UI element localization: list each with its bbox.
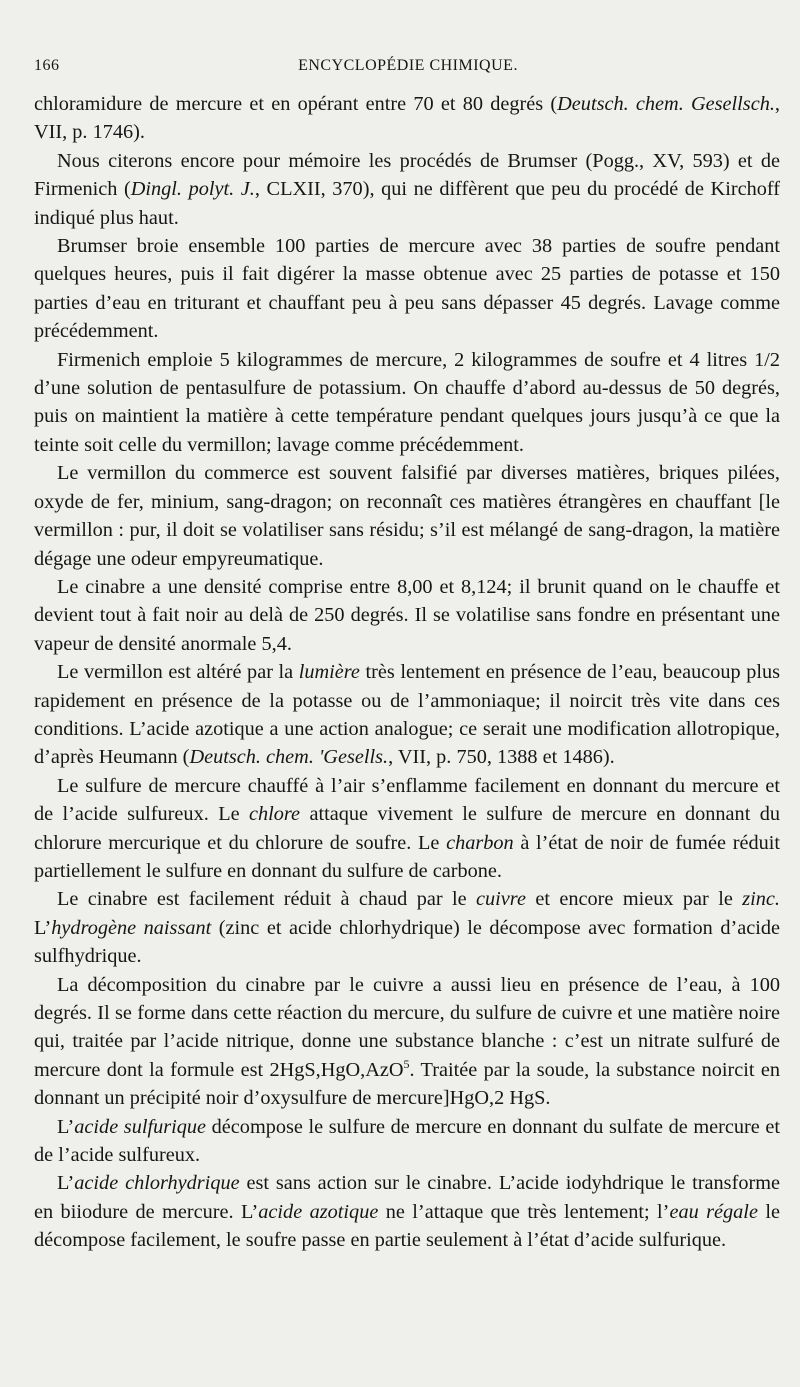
body-text — [34, 90, 780, 1255]
italic-term: acide sulfurique — [74, 1115, 207, 1138]
text-run: ne l’attaque que très lentement; l’ — [378, 1200, 670, 1223]
paragraph — [34, 147, 780, 232]
italic-term: eau régale — [669, 1200, 758, 1223]
paragraph — [34, 885, 780, 970]
italic-term: cuivre — [476, 888, 526, 911]
italic-term: chlore — [249, 803, 301, 826]
text-run: attaque vivement le sulfure de mercure en donnant du chlorure mercurique et du chlorure de soufre. Le — [34, 803, 781, 854]
text-run: Le vermillon du commerce est souvent falsifié par diverses matières, briques pilées, oxyde de fer, minium, sang-dragon; on reconnaît ces matières étrangères en chauffant [le vermillon : pur, il doit se volatiliser sans résidu; s’il est mélangé de sang-dragon, la matière dégage une odeur empyreumatique. — [34, 462, 780, 570]
italic-term: Deutsch. chem. 'Gesells. — [189, 746, 389, 769]
text-run: décompose le sulfure de mercure en donnant du sulfate de mercure et de l’acide sulfureux. — [34, 1115, 781, 1167]
text-run: chloramidure de mercure et en opérant entre 70 et 80 degrés ( — [34, 93, 558, 115]
text-run: Brumser broie ensemble 100 parties de mercure avec 38 parties de soufre pendant quelques heures, puis il fait digérer la masse obtenue avec 25 parties de potasse et 150 parties d’eau en triturant et chauffant peu à peu sans dépasser 45 degrés. Lavage comme précédemment. — [34, 235, 780, 343]
text-run: La décomposition du cinabre par le cuivre a aussi lieu en présence de l’eau, à 100 degrés. Il se forme dans cette réaction du mercure, du sulfure de cuivre et une matière noire qui, traitée par l’acide nitrique, donne une substance blanche : c’est un nitrate sulfuré de mercure dont la formule est 2HgS,HgO,AzO — [34, 973, 780, 1081]
text-run: , CLXII, 370), qui ne diffèrent que peu du procédé de Kirchoff indiqué plus haut. — [34, 178, 781, 229]
text-run: Le cinabre est facilement réduit à chaud par le — [57, 888, 477, 911]
paragraph — [34, 772, 780, 886]
page-number: 166 — [34, 57, 60, 74]
superscript: 5 — [403, 1057, 410, 1072]
italic-term: Deutsch. chem. Gesellsch. — [557, 93, 775, 115]
text-run: très lentement en présence de l’eau, beaucoup plus rapidement en présence de la potasse ou de l’ammoniaque; il noircit très vite dans ces conditions. L’acide azotique a une action analogue; ce serait une modification allotropique, d’après Heumann ( — [34, 661, 781, 769]
paragraph — [34, 459, 780, 573]
italic-term: hydrogène naissant — [51, 916, 212, 939]
italic-term: acide chlorhydrique — [74, 1172, 240, 1195]
text-run: est sans action sur le cinabre. L’acide iodyhdrique le transforme en biiodure de mercure. L’ — [34, 1172, 780, 1223]
italic-term: charbon — [446, 831, 514, 854]
italic-term: zinc. — [742, 888, 780, 911]
text-run: et encore mieux par le — [525, 888, 743, 911]
text-run: (zinc et acide chlorhydrique) le décompose avec formation d’acide sulfhydrique. — [34, 916, 780, 968]
running-title: ENCYCLOPÉDIE CHIMIQUE. — [298, 57, 518, 74]
text-run: , VII, p. 1746). — [34, 93, 780, 144]
text-run: . Traitée par la soude, la substance noircit en donnant un précipité noir d’oxysulfure de mercure]HgO,2 HgS. — [34, 1058, 780, 1110]
text-run: Le vermillon est altéré par la — [57, 661, 299, 684]
text-run: Le sulfure de mercure chauffé à l’air s’enflamme facilement en donnant du mercure et de l’acide sulfureux. Le — [34, 774, 780, 826]
italic-term: Dingl. polyt. J. — [130, 178, 255, 201]
text-run: le décompose facilement, le soufre passe en partie seulement à l’état d’acide sulfurique. — [34, 1200, 780, 1252]
text-run: Firmenich emploie 5 kilogrammes de mercure, 2 kilogrammes de soufre et 4 litres 1/2 d’une solution de pentasulfure de potassium. On chauffe d’abord au-dessus de 50 degrés, puis on maintient la matière à cette température pendant quelques jours jusqu’à ce que la teinte soit celle du vermillon; lavage comme précédemment. — [34, 348, 780, 456]
paragraph — [34, 658, 780, 772]
text-run: L’ — [34, 916, 52, 939]
paragraph — [34, 971, 780, 1113]
paragraph — [34, 1169, 780, 1254]
text-run: à l’état de noir de fumée réduit partiellement le sulfure en donnant du sulfure de carbone. — [34, 831, 780, 882]
text-run: Le cinabre a une densité comprise entre 8,00 et 8,124; il brunit quand on le chauffe et devient tout à fait noir au delà de 250 degrés. Il se volatilise sans fondre en présentant une vapeur de densité anormale 5,4. — [34, 575, 780, 655]
paragraph — [34, 346, 780, 460]
paragraph — [34, 1113, 780, 1170]
text-run: L’ — [57, 1172, 75, 1195]
running-header — [34, 57, 782, 83]
text-run: Nous citerons encore pour mémoire les procédés de Brumser (Pogg., XV, 593) et de Firmenich ( — [34, 149, 780, 201]
paragraph — [34, 232, 780, 346]
paragraph — [34, 573, 780, 658]
italic-term: lumière — [298, 661, 360, 684]
paragraph — [34, 90, 780, 147]
text-run: , VII, p. 750, 1388 et 1486). — [388, 746, 615, 769]
text-run: L’ — [57, 1115, 75, 1138]
italic-term: acide azotique — [258, 1200, 379, 1223]
